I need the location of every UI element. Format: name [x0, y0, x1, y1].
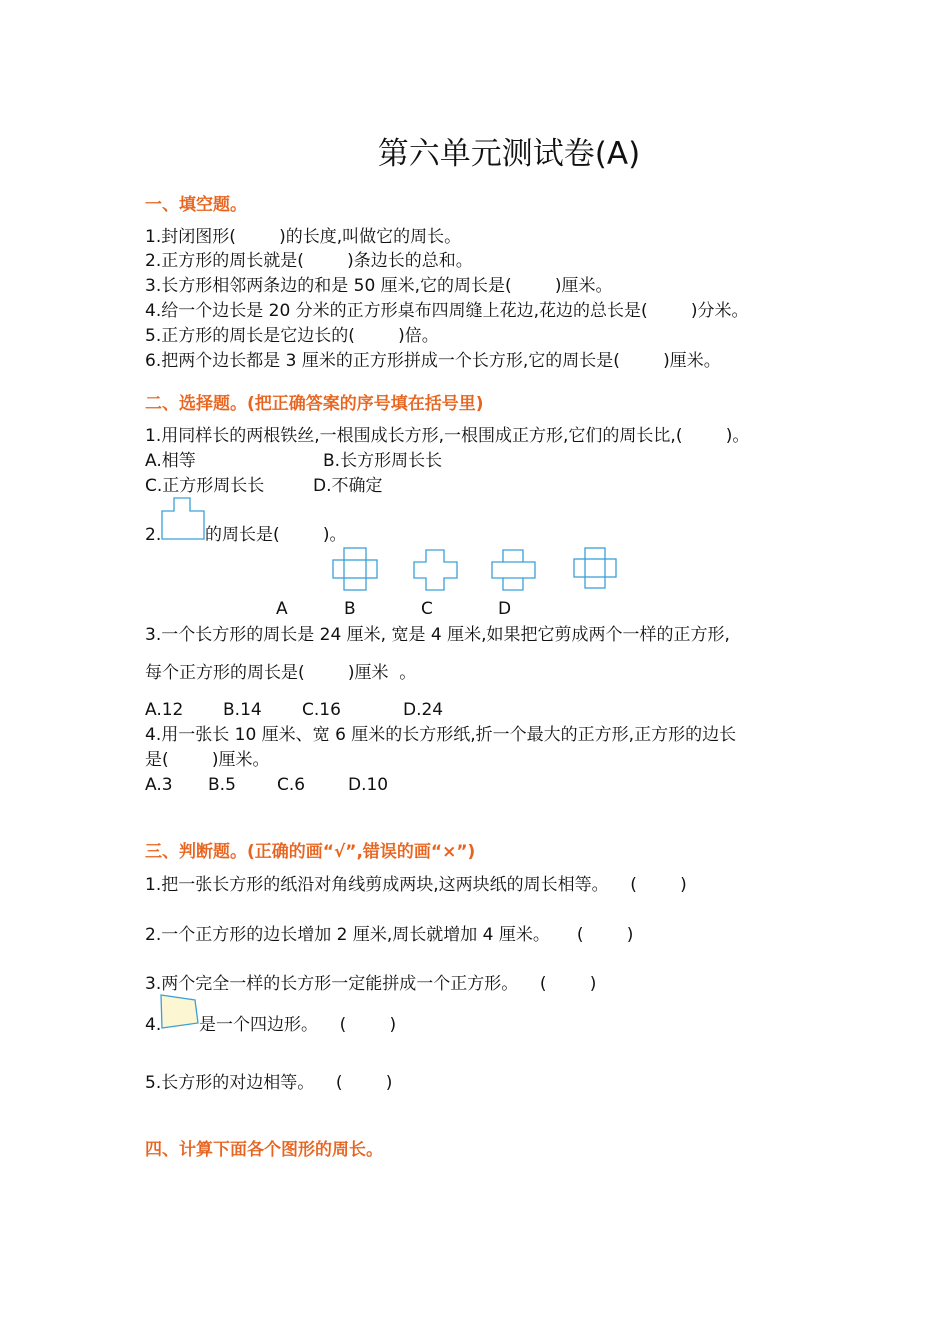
- quadrilateral-figure: [160, 994, 200, 1030]
- choice-q4-option-b: B.5: [208, 775, 236, 795]
- choice-q4-option-c: C.6: [277, 775, 306, 795]
- section-choice-heading: 二、选择题。(把正确答案的序号填在括号里): [145, 394, 484, 414]
- fill-question-2: 2.正方形的周长就是( )条边长的总和。: [145, 251, 473, 271]
- choice-q4-option-a: A.3: [145, 775, 173, 795]
- fill-question-5: 5.正方形的周长是它边长的( )倍。: [145, 326, 439, 346]
- option-a-figure: [332, 546, 378, 592]
- choice-q3-option-d: D.24: [403, 700, 444, 720]
- choice-q3-option-b: B.14: [223, 700, 262, 720]
- judge-question-3: 3.两个完全一样的长方形一定能拼成一个正方形。 ( ): [145, 974, 597, 994]
- option-b-figure: [413, 548, 459, 592]
- figure-label-b: B: [344, 599, 356, 619]
- choice-q4-line-1: 4.用一张长 10 厘米、宽 6 厘米的长方形纸,折一个最大的正方形,正方形的边长: [145, 725, 737, 745]
- judge-q4-text: 是一个四边形。 ( ): [199, 1015, 397, 1035]
- choice-q1-option-d: D.不确定: [313, 476, 383, 496]
- choice-q2-number: 2.: [145, 525, 162, 545]
- option-d-figure: [573, 546, 619, 592]
- page-title: 第六单元测试卷(A): [377, 136, 641, 172]
- judge-question-5: 5.长方形的对边相等。 ( ): [145, 1073, 393, 1093]
- choice-q1-option-a: A.相等: [145, 451, 196, 471]
- choice-q3-line-2: 每个正方形的周长是( )厘米 。: [145, 663, 417, 683]
- fill-question-4: 4.给一个边长是 20 分米的正方形桌布四周缝上花边,花边的总长是( )分米。: [145, 301, 749, 321]
- choice-q3-option-a: A.12: [145, 700, 184, 720]
- choice-q3-option-c: C.16: [302, 700, 341, 720]
- choice-question-1: 1.用同样长的两根铁丝,一根围成长方形,一根围成正方形,它们的周长比,( )。: [145, 426, 750, 446]
- choice-q1-option-c: C.正方形周长长: [145, 476, 265, 496]
- choice-q3-line-1: 3.一个长方形的周长是 24 厘米, 宽是 4 厘米,如果把它剪成两个一样的正方形,: [145, 625, 730, 645]
- judge-question-2: 2.一个正方形的边长增加 2 厘米,周长就增加 4 厘米。 ( ): [145, 925, 634, 945]
- section-judge-heading: 三、判断题。(正确的画“√”,错误的画“×”): [145, 842, 476, 862]
- figure-label-a: A: [276, 599, 288, 619]
- choice-q4-option-d: D.10: [348, 775, 389, 795]
- figure-label-d: D: [498, 599, 512, 619]
- figure-label-c: C: [421, 599, 433, 619]
- fill-question-6: 6.把两个边长都是 3 厘米的正方形拼成一个长方形,它的周长是( )厘米。: [145, 351, 721, 371]
- choice-q4-line-2: 是( )厘米。: [145, 750, 270, 770]
- cross-shape-figure: [160, 497, 206, 543]
- choice-q1-option-b: B.长方形周长长: [323, 451, 443, 471]
- section-perimeter-heading: 四、计算下面各个图形的周长。: [145, 1140, 383, 1160]
- option-c-figure: [491, 548, 537, 592]
- fill-question-3: 3.长方形相邻两条边的和是 50 厘米,它的周长是( )厘米。: [145, 276, 613, 296]
- judge-q4-number: 4.: [145, 1015, 162, 1035]
- section-fill-blank-heading: 一、填空题。: [145, 195, 247, 215]
- fill-question-1: 1.封闭图形( )的长度,叫做它的周长。: [145, 227, 462, 247]
- choice-q2-text: 的周长是( )。: [205, 525, 347, 545]
- judge-question-1: 1.把一张长方形的纸沿对角线剪成两块,这两块纸的周长相等。 ( ): [145, 875, 687, 895]
